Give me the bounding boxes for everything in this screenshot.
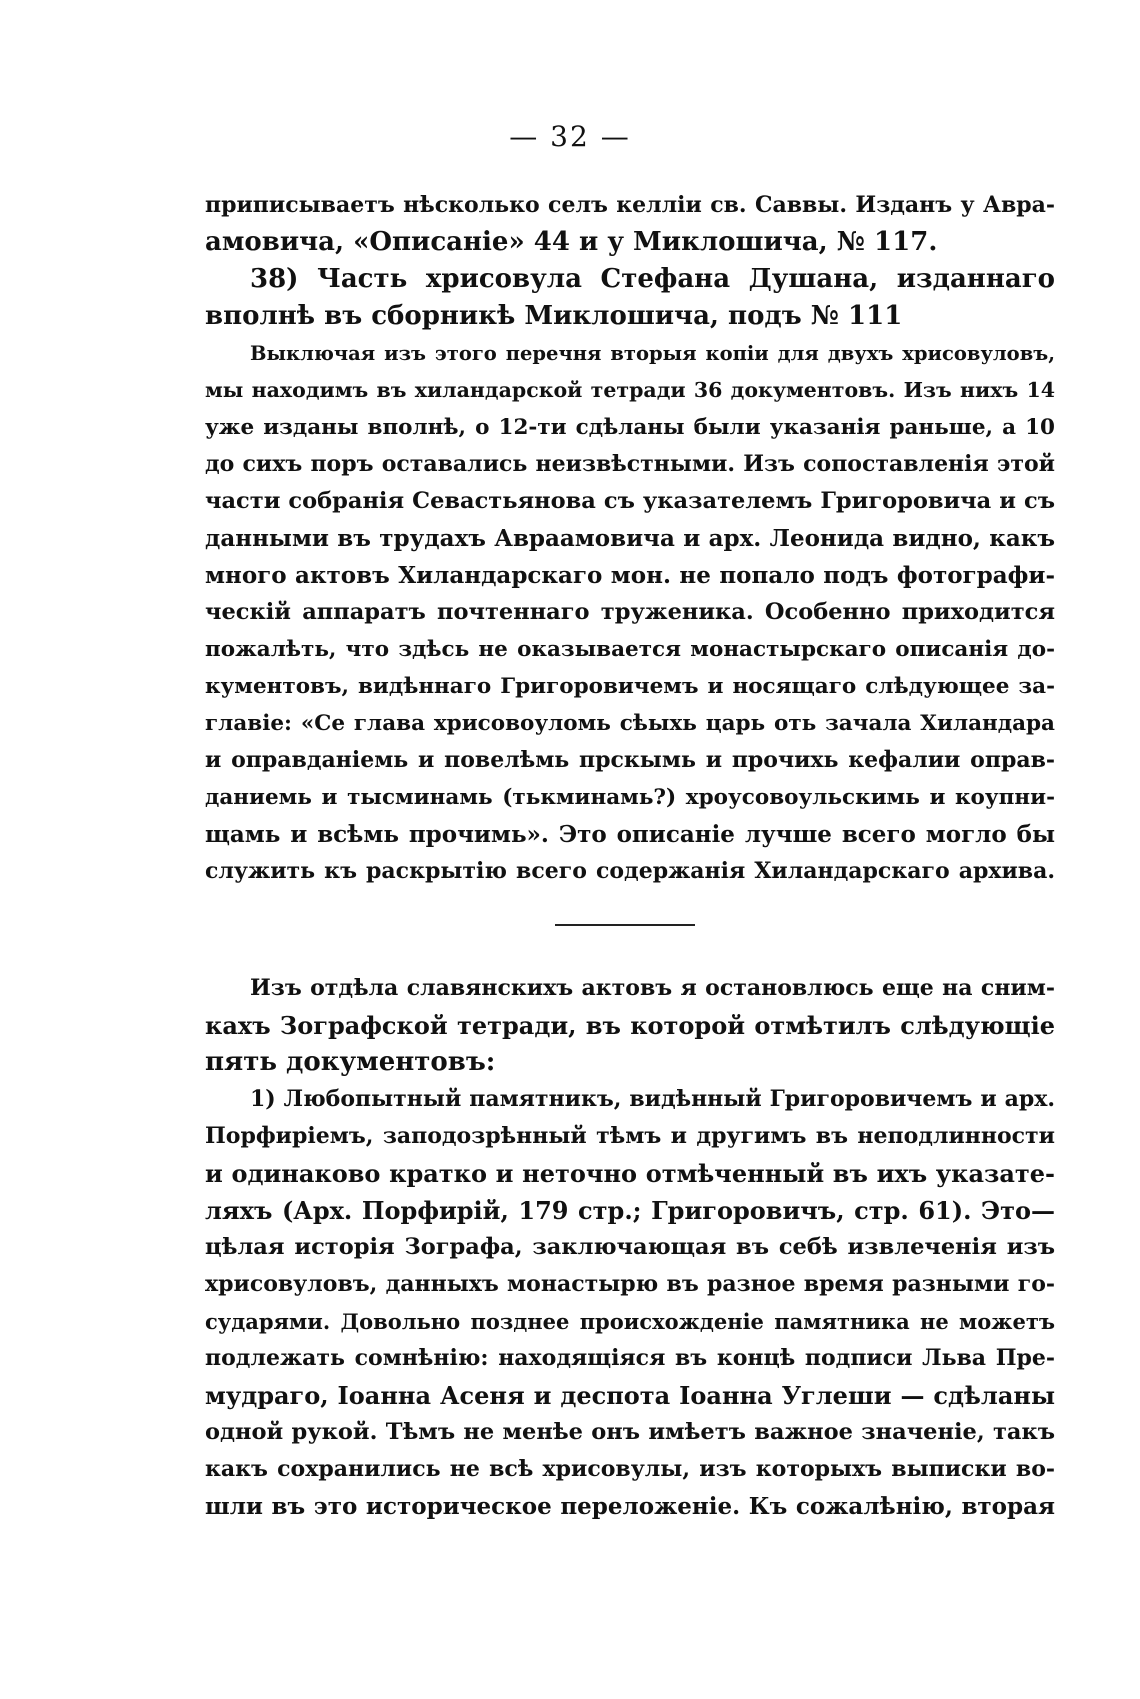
text-line: служить къ раскрытію всего содержанія Хиландарскаго архива. [205, 858, 1055, 884]
text-line: мудраго, Іоанна Асеня и деспота Іоанна Углеши — сдѣланы [205, 1381, 1055, 1410]
text-line: до сихъ поръ оставались неизвѣстными. Изъ сопоставленія этой [205, 451, 1055, 477]
text-line: Порфиріемъ, заподозрѣнный тѣмъ и другимъ въ неподлинности [205, 1123, 1055, 1149]
text-line: главіе: «Се глава хрисовоуломь сѣыхь царь оть зачала Хиландара [205, 711, 1055, 736]
text-line: и оправданіемь и повелѣмь прскымь и прочихь кефалии оправ- [205, 747, 1055, 773]
text-line: щамь и всѣмь прочимь». Это описаніе лучше всего могло бы [205, 821, 1055, 848]
text-block-hilandar [205, 187, 1055, 890]
text-line: ческій аппаратъ почтеннаго труженика. Особенно приходится [205, 599, 1055, 625]
text-line: данными въ трудахъ Авраамовича и арх. Леонида видно, какъ [205, 525, 1055, 552]
text-block-zograf [205, 970, 1055, 1525]
list-item-1: 1) Любопытный памятникъ, видѣнный Григоровичемъ и арх. [250, 1086, 1055, 1112]
text-line: цѣлая исторія Зографа, заключающая въ себѣ извлеченія изъ [205, 1234, 1055, 1260]
text-line: мы находимъ въ хиландарской тетради 36 документовъ. Изъ нихъ 14 [205, 378, 1055, 402]
text-line: части собранія Севастьянова съ указателемъ Григоровича и съ [205, 488, 1055, 514]
paragraph-start: Изъ отдѣла славянскихъ актовъ я остановлюсь еще на сним- [250, 975, 1055, 1001]
text-line: пять документовъ: [205, 1047, 496, 1077]
text-line: амовича, «Описаніе» 44 и у Миклошича, № 117. [205, 227, 938, 257]
text-line: одной рукой. Тѣмъ не менѣе онъ имѣетъ важное значеніе, такъ [205, 1419, 1055, 1445]
text-line: кументовъ, видѣннаго Григоровичемъ и носящаго слѣдующее за- [205, 674, 1055, 699]
text-line: уже изданы вполнѣ, о 12-ти сдѣланы были указанія раньше, а 10 [205, 415, 1055, 440]
text-line: ляхъ (Арх. Порфирій, 179 стр.; Григоровичъ, стр. 61). Это— [205, 1196, 1055, 1225]
text-line: какъ сохранились не всѣ хрисовулы, изъ которыхъ выписки во- [205, 1456, 1055, 1482]
section-divider [555, 924, 695, 926]
text-line: даниемь и тысминамь (тькминамь?) хроусовоульскимь и коупни- [205, 785, 1055, 810]
text-line: шли въ это историческое переложеніе. Къ сожалѣнію, вторая [205, 1493, 1055, 1520]
text-line: вполнѣ въ сборникѣ Миклошича, подъ № 111 [205, 301, 903, 331]
text-line: много актовъ Хиландарскаго мон. не попало подъ фотографи- [205, 562, 1055, 589]
text-line: приписываетъ нѣсколько селъ келліи св. Саввы. Изданъ у Авра- [205, 192, 1055, 218]
list-item-38: 38) Часть хрисовула Стефана Душана, изданнаго [250, 264, 1055, 294]
text-line: пожалѣть, что здѣсь не оказывается монастырскаго описанія до- [205, 637, 1055, 662]
text-line: и одинаково кратко и неточно отмѣченный въ ихъ указате- [205, 1159, 1055, 1188]
text-line: подлежать сомнѣнію: находящіяся въ концѣ подписи Льва Пре- [205, 1345, 1055, 1371]
text-line: хрисовуловъ, данныхъ монастырю въ разное время разными го- [205, 1271, 1055, 1297]
text-line: сударями. Довольно позднее происхожденіе памятника не можетъ [205, 1309, 1055, 1334]
page-number: — 32 — [509, 120, 631, 153]
text-line: кахъ Зографской тетради, въ которой отмѣтилъ слѣдующіе [205, 1011, 1055, 1040]
paragraph-start: Выключая изъ этого перечня вторыя копіи для двухъ хрисовуловъ, [250, 342, 1055, 365]
